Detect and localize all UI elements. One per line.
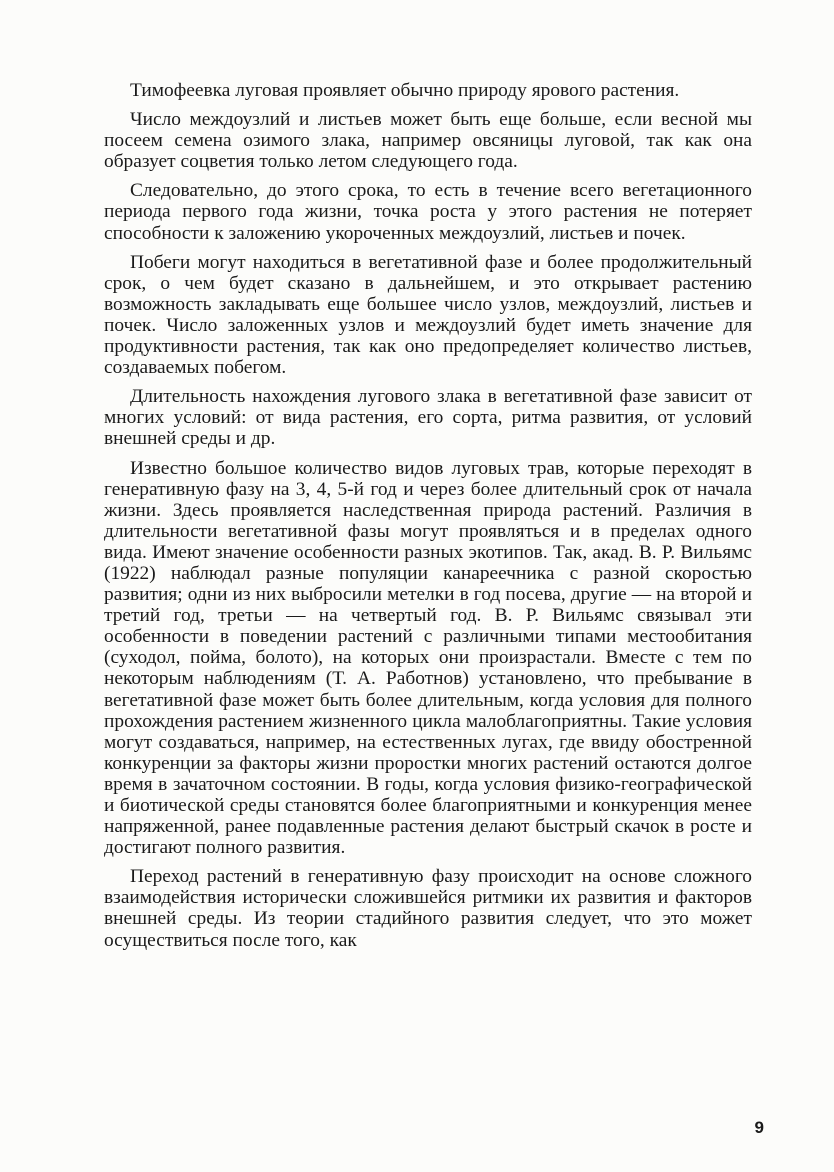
paragraph-3: Следовательно, до этого срока, то есть в течение всего вегетационного периода первого года жизни, точка роста у этого растения не потеряет способности к заложению укороченных междоузлий, листьев и почек.	[104, 180, 752, 244]
paragraph-6: Известно большое количество видов луговых трав, которые переходят в генеративную фазу на 3, 4, 5-й год и через более длительный срок от начала жизни. Здесь проявляется наследственная природа растений. Различия в длительности вегетативной фазы могут проявляться и в пределах одного вида. Имеют значение особенности разных экотипов. Так, акад. В. Р. Вильямс (1922) наблюдал разные популяции канареечника с разной скоростью развития; одни из них выбросили метелки в год посева, другие — на второй и третий год, третьи — на четвертый год. В. Р. Вильямс связывал эти особенности в поведении растений с различными типами местообитания (суходол, пойма, болото), на которых они произрастали. Вместе с тем по некоторым наблюдениям (Т. А. Работнов) установлено, что пребывание в вегетативной фазе может быть более длительным, когда условия для полного прохождения растением жизненного цикла малоблагоприятны. Такие условия могут создаваться, например, на естественных лугах, где ввиду обостренной конкуренции за факторы жизни проростки многих растений остаются долгое время в зачаточном состоянии. В годы, когда условия физико-географической и биотической среды становятся более благоприятными и конкуренция менее напряженной, ранее подавленные растения делают быстрый скачок в росте и достигают полного развития.	[104, 457, 752, 859]
paragraph-2: Число междоузлий и листьев может быть еще больше, если весной мы посеем семена озимого злака, например овсяницы луговой, так как она образует соцветия только летом следующего года.	[104, 109, 752, 173]
paragraph-5: Длительность нахождения лугового злака в вегетативной фазе зависит от многих условий: от вида растения, его сорта, ритма развития, от условий внешней среды и др.	[104, 386, 752, 450]
body-text	[104, 80, 752, 951]
page-number: 9	[754, 1118, 764, 1137]
paragraph-7: Переход растений в генеративную фазу происходит на основе сложного взаимодействия исторически сложившейся ритмики их развития и факторов внешней среды. Из теории стадийного развития следует, что это может осуществиться после того, как	[104, 866, 752, 951]
paragraph-4: Побеги могут находиться в вегетативной фазе и более продолжительный срок, о чем будет сказано в дальнейшем, и это открывает растению возможность закладывать еще большее число узлов, междоузлий, листьев и почек. Число заложенных узлов и междоузлий будет иметь значение для продуктивности растения, так как оно предопределяет количество листьев, создаваемых побегом.	[104, 251, 752, 379]
paragraph-1: Тимофеевка луговая проявляет обычно природу ярового растения.	[130, 80, 680, 101]
